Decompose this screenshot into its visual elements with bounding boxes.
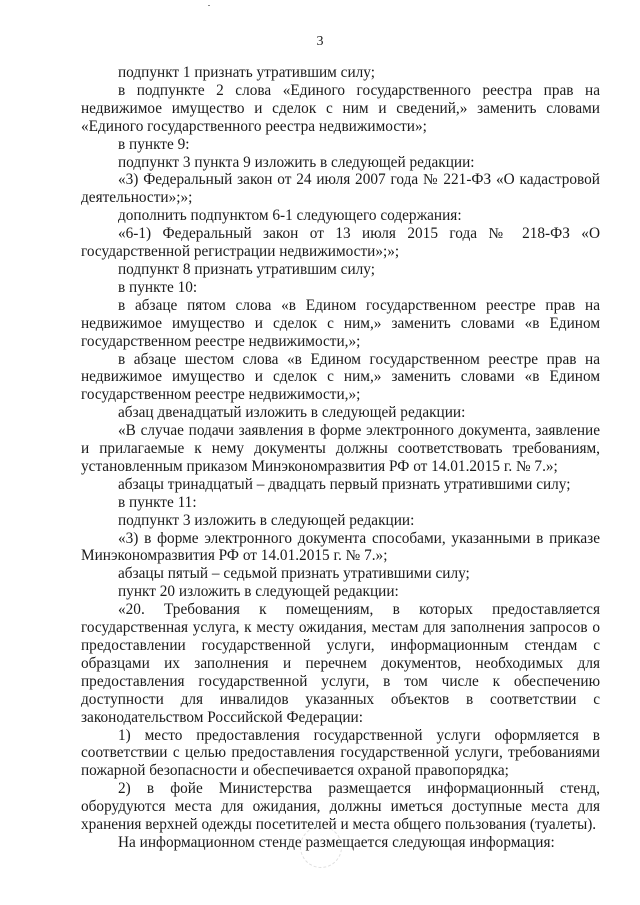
paragraph: в абзаце пятом слова «в Едином государственном реестре прав на недвижимое имущество и сделок с ним,» заменить словами «в Едином государственном реестре недвижимости,»; xyxy=(81,296,600,350)
paragraph: подпункт 8 признать утратившим силу; xyxy=(118,260,375,278)
paragraph: «3) в форме электронного документа способами, указанными в приказе Минэкономразвития РФ от 14.01.2015 г. № 7.»; xyxy=(81,529,600,565)
paragraph: абзацы пятый – седьмой признать утратившими силу; xyxy=(118,565,470,583)
paragraph: дополнить подпунктом 6-1 следующего содержания: xyxy=(118,207,462,225)
faint-stamp-mark xyxy=(300,826,342,868)
paragraph: подпункт 3 пункта 9 изложить в следующей редакции: xyxy=(118,153,475,171)
document-body xyxy=(81,64,600,852)
paragraph: подпункт 1 признать утратившим силу; xyxy=(118,64,375,81)
paragraph: 1) место предоставления государственной услуги оформляется в соответствии с целью предоставления государственной услуги, требованиями пожарной безопасности и обеспечивается охраной правопорядка; xyxy=(81,726,600,780)
paragraph: «В случае подачи заявления в форме электронного документа, заявление и прилагаемые к нему документы должны соответствовать требованиям, установленным приказом Минэкономразвития РФ от 14.01.2015 г. № 7.»; xyxy=(81,422,600,475)
paragraph: в пункте 9: xyxy=(118,135,190,153)
paragraph: в пункте 10: xyxy=(118,278,198,296)
scan-mark xyxy=(208,5,210,6)
paragraph: пункт 20 изложить в следующей редакции: xyxy=(118,583,399,601)
paragraph: «20. Требования к помещениям, в которых предоставляется государственная услуга, к месту ожидания, местам для заполнения запросов о предоставлении государственной услуги, информационным стендам с образцами их заполнения и перечнем документов, необходимых для предоставления государственной услуги, в том числе к обеспечению доступности для инвалидов указанных объектов в соответствии с законодательством Российской Федерации: xyxy=(81,601,600,726)
paragraph: в подпункте 2 слова «Единого государственного реестра прав на недвижимое имущество и сделок с ним и сведений,» заменить словами «Единого государственного реестра недвижимости»; xyxy=(81,81,600,135)
paragraph: абзац двенадцатый изложить в следующей редакции: xyxy=(118,404,466,422)
paragraph: абзацы тринадцатый – двадцать первый признать утратившими силу; xyxy=(118,475,571,493)
paragraph: в пункте 11: xyxy=(118,493,197,511)
paragraph: «3) Федеральный закон от 24 июля 2007 года № 221-ФЗ «О кадастровой деятельности»;»; xyxy=(81,171,600,207)
paragraph: «6-1) Федеральный закон от 13 июля 2015 года № 218-ФЗ «О государственной регистрации недвижимости»;»; xyxy=(81,225,600,261)
page-number: 3 xyxy=(316,34,324,49)
paragraph: 2) в фойе Министерства размещается информационный стенд, оборудуются места для ожидания, должны иметься доступные места для хранения верхней одежды посетителей и места общего пользования (туалеты). xyxy=(81,780,600,834)
paragraph: в абзаце шестом слова «в Едином государственном реестре прав на недвижимое имущество и сделок с ним,» заменить словами «в Едином государственном реестре недвижимости,»; xyxy=(81,350,600,404)
paragraph: На информационном стенде размещается следующая информация: xyxy=(118,833,555,851)
paragraph: подпункт 3 изложить в следующей редакции: xyxy=(118,511,415,529)
